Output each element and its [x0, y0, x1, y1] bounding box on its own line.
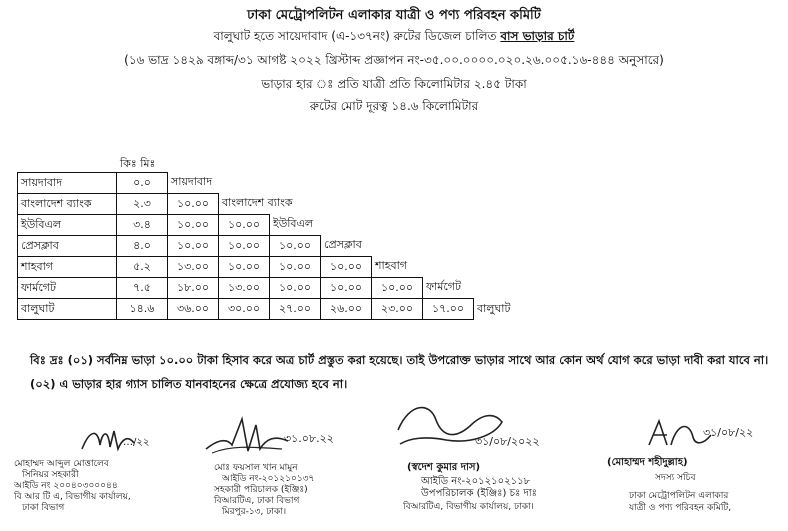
table-row	[18, 194, 514, 215]
station-cell: সায়দাবাদ	[18, 173, 117, 194]
km-column-header: কিঃ মিঃ	[120, 157, 156, 170]
diagonal-station-label: প্রেসক্লাব	[324, 238, 362, 252]
signatory-4-designation: সদস্য সচিব	[655, 473, 696, 483]
fare-cell: ১০.০০	[168, 215, 219, 236]
fare-cell: ১০.০০	[219, 236, 270, 257]
fare-chart-table	[17, 172, 514, 320]
diagonal-station-label: ফার্মগেট	[426, 280, 461, 294]
signatory-2-office: বিআরটিএ, ঢাকা বিভাগ	[214, 496, 300, 506]
signatory-3-id: আইডি নং-২০১২১০২১১৮	[421, 476, 531, 487]
fare-cell: ১৭.০০	[423, 299, 474, 320]
table-row	[18, 278, 514, 299]
fare-cell: ১০.০০	[168, 194, 219, 215]
route-distance: রুটের মোট দূরত্ব ১৪.৬ কিলোমিটার	[309, 99, 479, 113]
fare-cell: ২৭.০০	[270, 299, 321, 320]
fare-cell: ১৮.০০	[168, 278, 219, 299]
diagonal-station-label: ইউবিএল	[273, 217, 314, 231]
table-row	[18, 173, 514, 194]
station-cell: শাহবাগ	[18, 257, 117, 278]
station-cell: ইউবিএল	[18, 215, 117, 236]
signature-date-2: ৩১.০৮.২২	[284, 432, 334, 445]
route-line	[0, 28, 788, 48]
signatory-1-office: বি আর টি এ, বিভাগীয় কার্যালয়,	[14, 492, 131, 502]
fare-cell: ২৩.০০	[372, 299, 423, 320]
signature-date-1: …/২২	[123, 437, 150, 448]
signature-block-3	[385, 400, 570, 525]
fare-cell: ১০.০০	[219, 257, 270, 278]
station-cell: বালুঘাট	[18, 299, 117, 320]
fare-cell: ১০.০০	[321, 278, 372, 299]
signatory-4-org-line-1: ঢাকা মেট্রোপলিটন এলাকার	[629, 491, 729, 501]
km-cell: ৭.৫	[117, 278, 168, 299]
table-row	[18, 236, 514, 257]
station-cell: ফার্মগেট	[18, 278, 117, 299]
note-2: (০২) এ ভাড়ার হার গ্যাস চালিত যানবাহনের ক্ষেত্রে প্রযোজ্য হবে না।	[30, 377, 348, 391]
fare-cell: ১০.০০	[219, 215, 270, 236]
signatory-3-name: (স্বদেশ কুমার দাস)	[407, 462, 481, 473]
station-cell: বাংলাদেশ ব্যাংক	[18, 194, 117, 215]
km-cell: ০.০	[117, 173, 168, 194]
km-cell: ৪.০	[117, 236, 168, 257]
signature-block-1	[8, 425, 158, 525]
km-cell: ১৪.৬	[117, 299, 168, 320]
fare-cell: ১০.০০	[321, 257, 372, 278]
signatory-1-id: আইডি নং ২০০৪০৩০০০৪৪	[14, 481, 118, 491]
signatory-1-designation: সিনিয়র সহকারী	[22, 470, 79, 480]
station-cell: প্রেসক্লাব	[18, 236, 117, 257]
note-1: বিঃ দ্রঃ (০১) সর্বনিম্ন ভাড়া ১০.০০ টাকা হিসাব করে অত্র চার্ট প্রস্তুত করা হয়েছে। তাই উপরোক্ত ভাড়ার সাথে আর কোন অর্থ যোগ করে ভাড়া দাবী করা যাবে না।	[30, 353, 769, 367]
fare-cell: ১০.০০	[270, 236, 321, 257]
signature-date-4: ৩১/০৮/২২	[703, 426, 754, 439]
fare-cell: ১৩.০০	[219, 278, 270, 299]
signatory-2-designation: সহকারী পরিচালক (ইঞ্জিঃ)	[214, 485, 308, 495]
signatory-4-name: (মোহাম্মদ শহীদুল্লাহ)	[607, 457, 688, 468]
fare-cell: ৩৬.০০	[168, 299, 219, 320]
signatory-2-name: মোঃ ফয়সাল খান মামুন	[214, 463, 298, 473]
route-prefix: বালুঘাট হতে সায়েদাবাদ (এ-১৩৭নং) রুটের ডিজেল চালিত	[213, 29, 501, 43]
signature-date-3: ৩১/০৮/২০২২	[475, 435, 540, 448]
km-cell: ২.৩	[117, 194, 168, 215]
signatory-1-division: ঢাকা বিভাগ	[22, 503, 65, 513]
fare-cell: ১০.০০	[372, 278, 423, 299]
signatory-2-id: আইডি নং-২০১২১০১৩৭	[222, 474, 315, 484]
diagonal-station-label: সায়দাবাদ	[171, 175, 212, 189]
table-row	[18, 215, 514, 236]
diagonal-station-label: বাংলাদেশ ব্যাংক	[222, 196, 293, 210]
signature-scribble-2	[202, 415, 292, 457]
km-cell: ৩.৪	[117, 215, 168, 236]
gazette-reference: (১৬ ভাদ্র ১৪২৯ বঙ্গাব্দ/৩১ আগষ্ট ২০২২ খ্রিস্টাব্দ প্রজ্ঞাপন নং-৩৫.০০.০০০০.০২০.২৬.০০৫.১৬-৪৪৪ অনুসারে)	[124, 53, 664, 67]
table-row	[18, 299, 514, 320]
table-row	[18, 257, 514, 278]
fare-rate: ভাড়ার হার ঃ প্রতি যাত্রী প্রতি কিলোমিটার ২.৪৫ টাকা	[261, 77, 527, 91]
fare-cell: ১০.০০	[270, 278, 321, 299]
signature-block-2	[200, 415, 365, 525]
fare-cell: ২৬.০০	[321, 299, 372, 320]
signatory-2-address: মিরপুর-১৩, ঢাকা।	[222, 507, 287, 517]
diagonal-station-label: শাহবাগ	[375, 259, 407, 273]
diagonal-station-label: বালুঘাট	[477, 301, 511, 315]
route-emphasis: বাস ভাড়ার চার্ট	[500, 29, 575, 43]
document-title: ঢাকা মেট্রোপলিটন এলাকার যাত্রী ও পণ্য পরিবহন কমিটি	[247, 8, 541, 23]
fare-cell: ১৩.০০	[168, 257, 219, 278]
fare-cell: ৩০.০০	[219, 299, 270, 320]
signature-block-4	[605, 415, 785, 525]
fare-cell: ১০.০০	[168, 236, 219, 257]
fare-cell: ১০.০০	[270, 257, 321, 278]
km-cell: ৫.২	[117, 257, 168, 278]
signatory-1-name: মোহাম্মদ আব্দুল মোত্তালেব	[14, 459, 109, 469]
signatory-3-office: বিআরটিএ, বিভাগীয় কার্যালয়, ঢাকা।	[403, 502, 534, 512]
signatory-4-org-line-2: যাত্রী ও পণ্য পরিবহন কমিটি,	[629, 503, 732, 513]
signatory-3-designation: উপপরিচালক (ইঞ্জিঃ) চঃ দাঃ	[421, 488, 537, 499]
